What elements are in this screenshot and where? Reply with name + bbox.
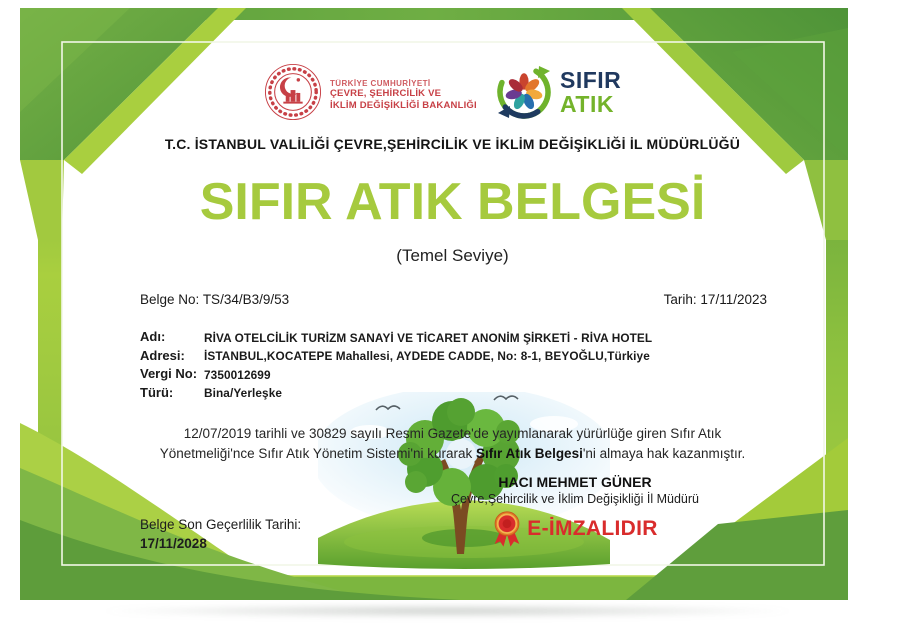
field-value-adresi: İSTANBUL,KOCATEPE Mahallesi, AYDEDE CADDE, No: 8-1, BEYOĞLU,Türkiye [204,349,650,363]
document-number [140,292,289,307]
field-label-adi: Adı: [140,329,166,344]
authority-title: T.C. İSTANBUL VALİLİĞİ ÇEVRE,ŞEHİRCİLİK VE İKLİM DEĞİŞİKLİĞİ İL MÜDÜRLÜĞÜ [164,136,741,152]
leaf-petals [505,73,544,111]
wordmark-sifir: SIFIR [560,67,622,93]
ministry-line3: İKLİM DEĞİŞİKLİĞİ BAKANLIĞI [330,99,477,111]
body-line2-pre: Yönetmeliği'nce Sıfır Atık Yönetim Sistemi'ni kurarak [159,445,477,461]
holder-fields [140,329,652,400]
ribbon-seal-icon [492,510,522,548]
field-label-vergi-no: Vergi No: [140,366,198,381]
zero-waste-wordmark [560,68,621,116]
issue-date [664,292,767,307]
body-line1: 12/07/2019 tarihli ve 30829 sayılı Resmi Gazete'de yayımlanarak yürürlüğe giren Sıfır Atık [183,426,722,441]
validity-block [140,515,301,553]
ministry-name [330,73,477,112]
signatory-name: HACI MEHMET GÜNER [498,474,652,490]
body-line2-post: 'ni almaya hak kazanmıştır. [582,445,746,461]
recycle-flower-icon [494,62,554,122]
field-label-adresi: Adresi: [140,347,185,363]
ministry-seal-icon [264,63,322,121]
ministry-logo [264,63,477,121]
certificate-name-bold: Sıfır Atık Belgesi [476,445,583,461]
certificate-title: SIFIR ATIK BELGESİ [199,173,706,231]
zero-waste-logo [494,62,621,122]
page-drop-shadow [95,604,800,618]
field-label-turu: Türü: [140,384,174,400]
validity-label: Belge Son Geçerlilik Tarihi: [140,517,302,532]
ministry-line2: ÇEVRE, ŞEHİRCİLİK VE [330,88,442,100]
certificate-subtitle: (Temel Seviye) [396,246,509,265]
wordmark-atik: ATIK [560,91,614,117]
e-signature-stamp [430,510,720,548]
field-value-adi: RİVA OTELCİLİK TURİZM SANAYİ VE TİCARET ANONİM ŞİRKETİ - RİVA HOTEL [204,330,653,345]
body-paragraph [0,424,905,463]
body-line2 [0,444,905,464]
field-value-turu: Bina/Yerleşke [204,386,283,400]
document-number-value: TS/34/B3/9/53 [202,292,290,307]
field-value-vergi-no: 7350012699 [204,367,271,382]
validity-date: 17/11/2028 [140,536,207,551]
signatory-title: Çevre,Şehircilik ve İklim Değişikliği İl Müdürü [451,492,699,506]
issue-date-value: 17/11/2023 [700,292,767,307]
document-number-label: Belge No: [140,292,200,307]
e-signature-label: E-İMZALIDIR [527,517,658,540]
ministry-line1: TÜRKİYE CUMHURİYETİ [330,78,431,88]
issue-date-label: Tarih: [663,292,697,307]
signature-block [430,474,720,548]
